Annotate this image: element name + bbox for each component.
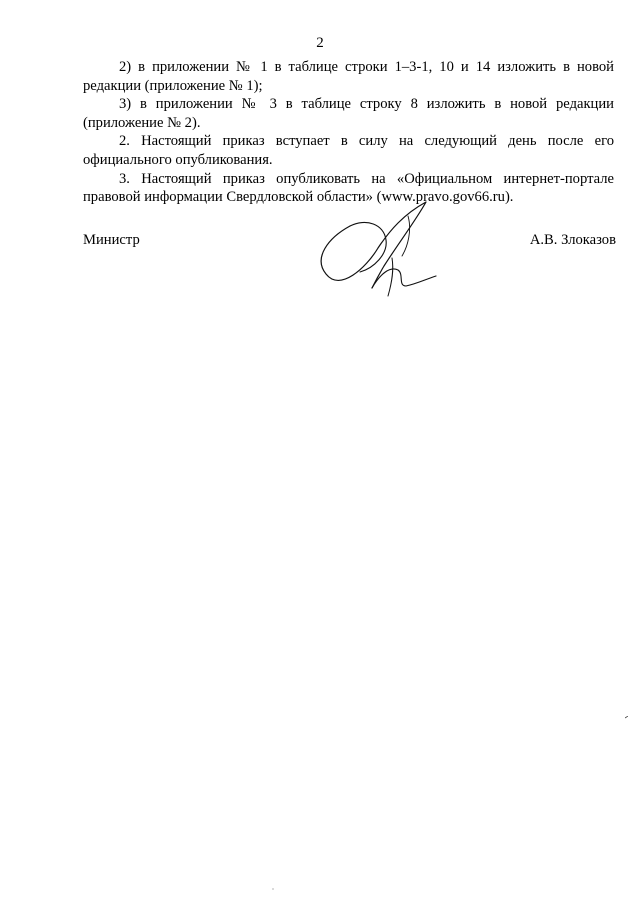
signer-name: А.В. Злоказов — [529, 232, 616, 248]
handwritten-signature — [308, 196, 458, 306]
document-body — [83, 58, 614, 207]
page-number: 2 — [316, 35, 324, 51]
signature-block — [83, 231, 616, 311]
paragraph-clause-2: 2. Настоящий приказ вступает в силу на следующий день после его официального опубликования. — [83, 133, 614, 168]
signer-title: Министр — [83, 232, 140, 248]
scan-dot-icon — [272, 888, 274, 890]
paragraph-clause-3: 3. Настоящий приказ опубликовать на «Официальном интернет-портале правовой информации Свердловской области» (www.pravo.gov66.ru). — [83, 170, 614, 206]
paragraph-item-3: 3) в приложении № 3 в таблице строку 8 изложить в новой редакции (приложение № 2). — [83, 96, 614, 131]
paragraph-item-2: 2) в приложении № 1 в таблице строки 1–3-1, 10 и 14 изложить в новой редакции (приложение № 1); — [83, 59, 614, 94]
scan-mark-icon — [625, 716, 628, 719]
